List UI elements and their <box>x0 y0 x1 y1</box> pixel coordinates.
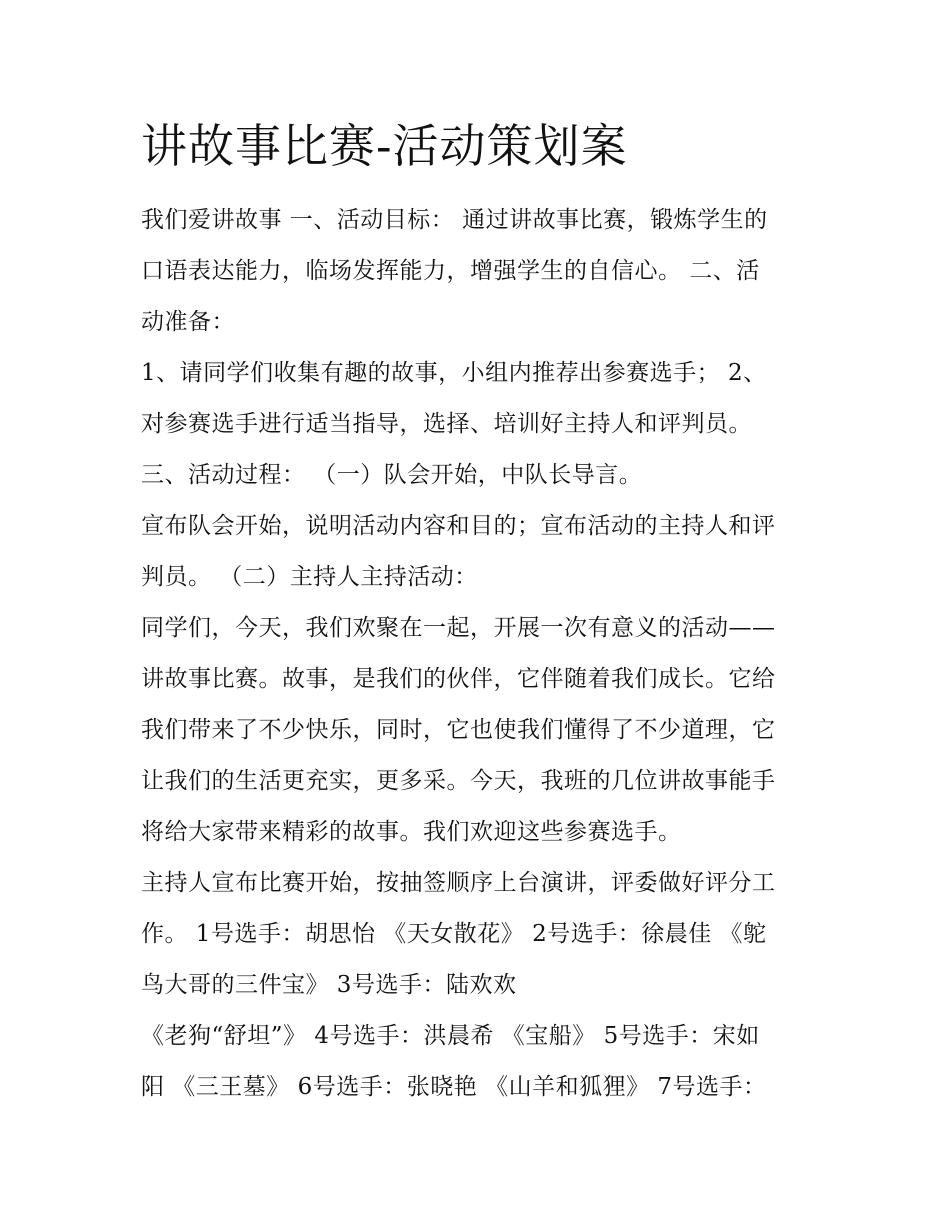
body-line: 将给大家带来精彩的故事。我们欢迎这些参赛选手。 <box>141 819 682 845</box>
body-line: 1、请同学们收集有趣的故事，小组内推荐出参赛选手； 2、 <box>141 360 767 386</box>
body-line: 《老狗“舒坦”》 4号选手：洪晨希 《宝船》 5号选手：宋如 <box>141 1023 760 1049</box>
body-line: 口语表达能力，临场发挥能力，增强学生的自信心。 二、活 <box>141 258 760 284</box>
body-line: 主持人宣布比赛开始，按抽签顺序上台演讲，评委做好评分工 <box>141 870 776 896</box>
body-line: 动准备： <box>141 309 235 335</box>
body-line: 判员。 （二）主持人主持活动： <box>141 564 478 590</box>
body-line: 作。 1号选手：胡思怡 《天女散花》 2号选手：徐晨佳 《鸵 <box>141 921 767 947</box>
document-body <box>141 195 821 1113</box>
body-line: 我们爱讲故事 一、活动目标： 通过讲故事比赛，锻炼学生的 <box>141 207 768 233</box>
body-line: 让我们的生活更充实，更多采。今天，我班的几位讲故事能手 <box>141 768 776 794</box>
body-line: 同学们，今天，我们欢聚在一起，开展一次有意义的活动—— <box>141 615 776 641</box>
body-line: 讲故事比赛。故事，是我们的伙伴，它伴随着我们成长。它给 <box>141 666 776 692</box>
body-line: 阳 《三王墓》 6号选手：张晓艳 《山羊和狐狸》 7号选手： <box>141 1074 767 1100</box>
body-line: 对参赛选手进行适当指导，选择、培训好主持人和评判员。 <box>141 411 752 437</box>
body-line: 我们带来了不少快乐，同时，它也使我们懂得了不少道理，它 <box>141 717 776 743</box>
body-line: 鸟大哥的三件宝》 3号选手：陆欢欢 <box>141 972 517 998</box>
body-line: 三、活动过程： （一）队会开始，中队长导言。 <box>141 462 643 488</box>
document-title: 讲故事比赛-活动策划案 <box>141 119 628 173</box>
body-line: 宣布队会开始，说明活动内容和目的；宣布活动的主持人和评 <box>141 513 776 539</box>
